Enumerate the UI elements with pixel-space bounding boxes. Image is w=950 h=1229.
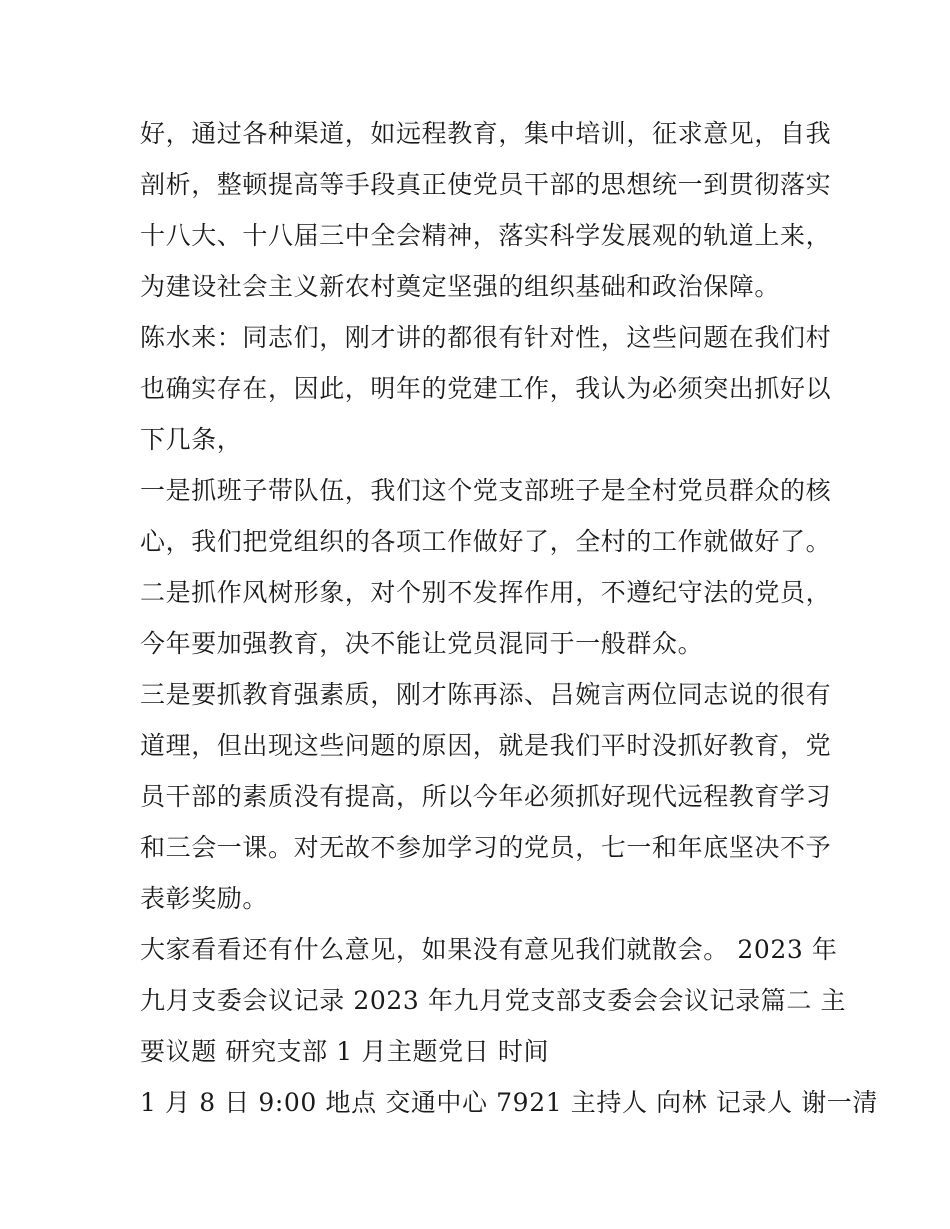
paragraph-5 — [140, 669, 832, 924]
text-line: 二是抓作风树形象，对个别不发挥作用，不遵纪守法的党员， — [140, 578, 832, 607]
text-line: 要议题 研究支部 1 月主题党日 时间 — [140, 1037, 550, 1066]
text-line: 今年要加强教育，决不能让党员混同于一般群众。 — [140, 629, 704, 658]
text-line: 十八大、十八届三中全会精神，落实科学发展观的轨道上来， — [140, 221, 832, 250]
paragraph-6 — [140, 924, 847, 1077]
text-line: 也确实存在，因此，明年的党建工作，我认为必须突出抓好以 — [140, 374, 832, 403]
document-body — [140, 108, 878, 1128]
text-line: 员干部的素质没有提高，所以今年必须抓好现代远程教育学习 — [140, 782, 832, 811]
text-line: 三是要抓教育强素质，刚才陈再添、吕婉言两位同志说的很有 — [140, 680, 832, 709]
text-line: 心，我们把党组织的各项工作做好了，全村的工作就做好了。 — [140, 527, 832, 556]
text-line: 一是抓班子带队伍，我们这个党支部班子是全村党员群众的核 — [140, 476, 832, 505]
paragraph-3 — [140, 465, 832, 567]
paragraph-1 — [140, 108, 832, 312]
text-line: 道理，但出现这些问题的原因，就是我们平时没抓好教育，党 — [140, 731, 832, 760]
text-line: 表彰奖励。 — [140, 884, 269, 913]
text-line: 陈水来：同志们，刚才讲的都很有针对性，这些问题在我们村 — [140, 323, 832, 352]
text-line: 剖析，整顿提高等手段真正使党员干部的思想统一到贯彻落实 — [140, 170, 832, 199]
text-line: 好，通过各种渠道，如远程教育，集中培训，征求意见，自我 — [140, 119, 832, 148]
paragraph-7 — [140, 1077, 878, 1128]
paragraph-4 — [140, 567, 832, 669]
text-line: 大家看看还有什么意见，如果没有意见我们就散会。 2023 年 — [140, 935, 838, 964]
text-line: 1 月 8 日 9:00 地点 交通中心 7921 主持人 向林 记录人 谢一清 — [140, 1088, 878, 1117]
paragraph-2 — [140, 312, 832, 465]
text-line: 和三会一课。对无故不参加学习的党员，七一和年底坚决不予 — [140, 833, 832, 862]
text-line: 为建设社会主义新农村奠定坚强的组织基础和政治保障。 — [140, 272, 781, 301]
text-line: 下几条， — [140, 425, 243, 454]
text-line: 九月支委会议记录 2023 年九月党支部支委会会议记录篇二 主 — [140, 986, 847, 1015]
